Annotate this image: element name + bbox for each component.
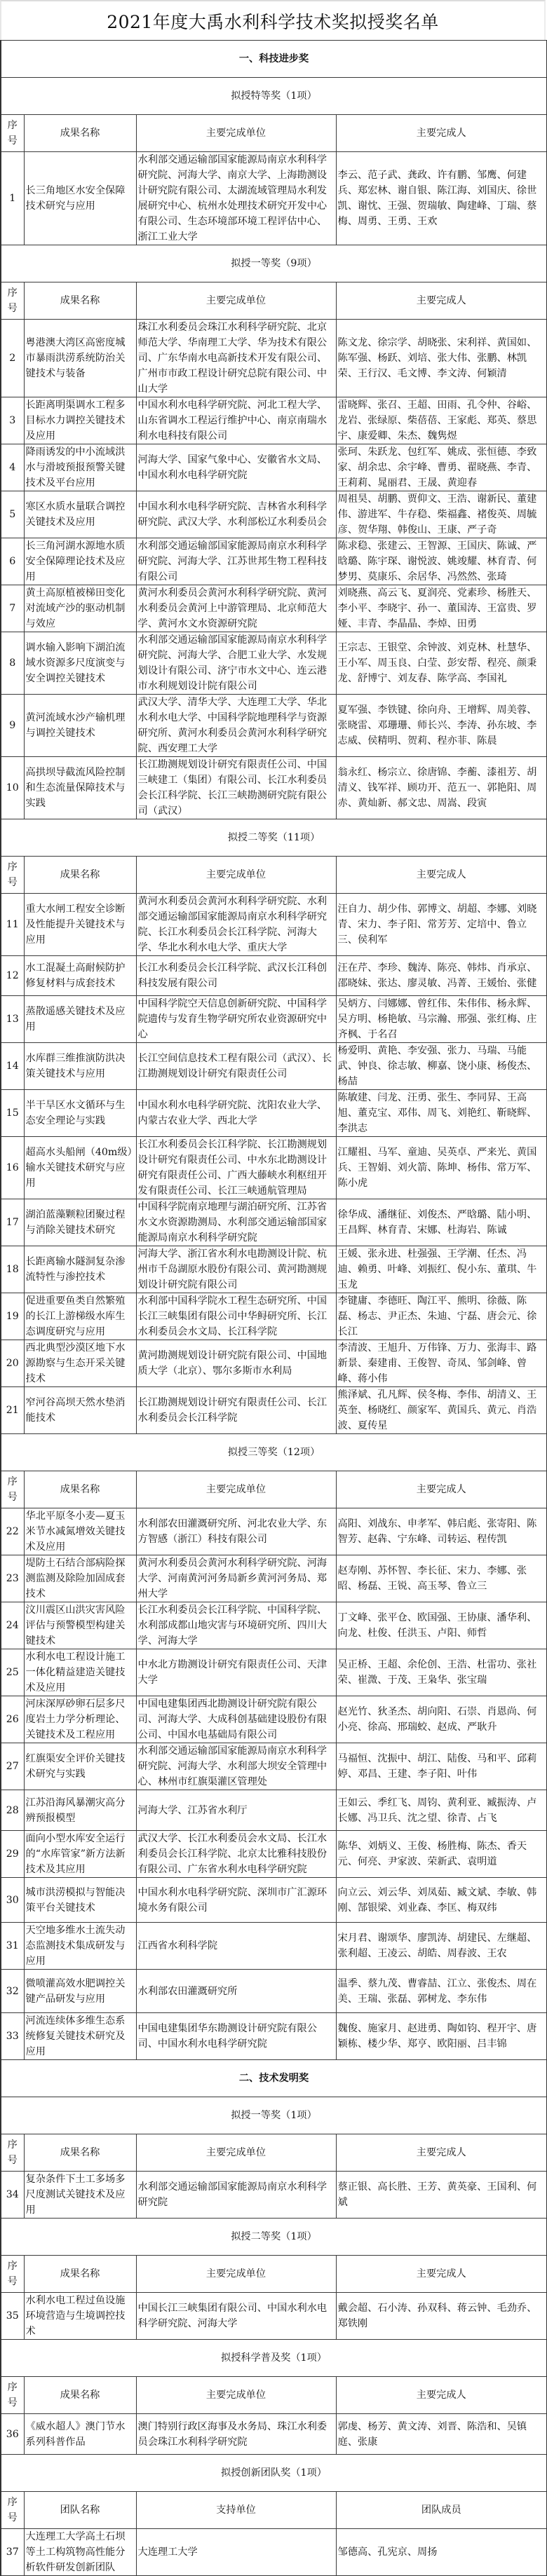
completing-units: 中国科学院空天信息创新研究院、中国科学院遗传与发育生物学研究所农业资源研究中心	[136, 996, 336, 1043]
row-number: 33	[1, 2013, 24, 2060]
row-number: 27	[1, 1743, 24, 1790]
award-row	[1, 996, 547, 1043]
completing-units: 长江水利委员会长江科学院、长江勘测规划设计研究有限责任公司、中水东北勘测设计研究有限责任公司、广西大藤峡水利枢纽开发有限责任公司、长江三峡通航管理局	[136, 1137, 336, 1199]
completing-units: 大连理工大学	[136, 2529, 336, 2576]
row-number: 1	[1, 152, 24, 245]
award-level-heading: 拟授一等奖（1项）	[1, 2097, 547, 2134]
column-header-people: 主要完成人	[336, 2377, 547, 2414]
completing-people: 翁永红、杨宗立、徐唐锦、李蘅、漆祖芳、胡清义、钱军祥、顾功开、范五一、郭艳阳、周赤、黄灿新、郝文忠、周嵩、段寅	[336, 757, 547, 819]
completing-units: 水利部农田灌溉研究所	[136, 1970, 336, 2013]
achievement-name: 水利水电工程过鱼设施环境营造与生境调控技术	[24, 2293, 136, 2340]
achievement-name: 天空地多维水土流失动态监测技术集成研发与应用	[24, 1923, 136, 1970]
award-level-row	[1, 78, 547, 115]
row-number: 9	[1, 695, 24, 757]
row-number: 10	[1, 757, 24, 819]
award-row	[1, 1790, 547, 1831]
row-number: 26	[1, 1696, 24, 1743]
achievement-name: 华北平原冬小麦—夏玉米节水减氮增效关键技术及应用	[24, 1508, 136, 1555]
row-number: 34	[1, 2172, 24, 2219]
column-header-name: 成果名称	[24, 2377, 136, 2414]
row-number: 7	[1, 585, 24, 632]
achievement-name: 粤港澳大湾区高密度城市暴雨洪涝系统防治关键技术与装备	[24, 320, 136, 397]
completing-people: 周祖昊、胡鹏、贾仰文、王浩、谢新民、董建伟、游进军、牛存稳、柴福鑫、褚俊英、周毓彦、贺华翔、韩俊山、王康、严子奇	[336, 491, 547, 538]
award-level-row	[1, 2097, 547, 2134]
achievement-name: 降雨诱发的中小流域洪水与滑坡预报预警关键技术及平台应用	[24, 444, 136, 491]
row-number: 8	[1, 632, 24, 695]
award-row	[1, 397, 547, 444]
achievement-name: 湖泊蓝藻颗粒团聚过程与消除关键技术研究	[24, 1199, 136, 1246]
completing-people: 汪自力、胡少伟、郭博文、胡超、李娜、刘晓青、宋力、李子阳、常芳芳、定培中、鲁立三、侯利军	[336, 894, 547, 956]
award-row	[1, 1199, 547, 1246]
completing-units: 河海大学、国家气象中心、安徽省水文局、中国水利水电科学研究院	[136, 444, 336, 491]
achievement-name: 堤防土石结合部病险探测监测及除险加固成套技术	[24, 1555, 136, 1602]
award-level-row	[1, 2219, 547, 2256]
completing-people: 刘晓燕、高云飞、夏润亮、党素珍、杨胜天、李小平、李晓宇、孙一、董国涛、王富贵、罗娅、丰青、李晶晶、李焯、田勇	[336, 585, 547, 632]
award-row	[1, 1602, 547, 1649]
column-header-unit: 主要完成单位	[136, 2377, 336, 2414]
award-level-row	[1, 1434, 547, 1471]
column-header-name: 成果名称	[24, 282, 136, 320]
column-header-no: 序号	[1, 1471, 24, 1508]
completing-units: 中国水利水电科学研究院、沈阳农业大学、内蒙古农业大学、西北大学	[136, 1090, 336, 1137]
row-number: 28	[1, 1790, 24, 1831]
column-header-name: 成果名称	[24, 1471, 136, 1508]
row-number: 5	[1, 491, 24, 538]
row-number: 31	[1, 1923, 24, 1970]
column-header-unit: 主要完成单位	[136, 2256, 336, 2293]
award-row	[1, 1246, 547, 1293]
completing-people: 李清波、王旭升、万伟锋、万力、张海丰、路新景、秦建甫、王俊智、奇凤、邹剑峰、曾峰、蒋小伟	[336, 1340, 547, 1387]
completing-units: 江西省水利科学院	[136, 1923, 336, 1970]
row-number: 20	[1, 1340, 24, 1387]
completing-people: 吴炳方、闫娜娜、曾红伟、朱伟伟、杨永辉、吴方明、杨艳敏、马宗瀚、邢强、张红梅、庄齐枫、于名召	[336, 996, 547, 1043]
row-number: 36	[1, 2414, 24, 2455]
award-row	[1, 1340, 547, 1387]
section-heading: 一、科技进步奖	[1, 41, 547, 78]
award-level-heading: 拟授三等奖（12项）	[1, 1434, 547, 1471]
achievement-name: 汶川震区山洪灾害风险评估与预警模型构建关键技术	[24, 1602, 136, 1649]
completing-people: 陈求稳、张建云、王智源、王国庆、陈诚、严晗璐、陈宇琛、谢悦波、姚竣耀、林育青、何梦男、莫康乐、余居华、冯然然、张琦	[336, 538, 547, 585]
completing-people: 高阳、刘战东、申孝军、韩启彪、张寄阳、陈智芳、赵犇、宁东峰、司转运、程传凯	[336, 1508, 547, 1555]
achievement-name: 促进重要鱼类自然繁殖的长江上游梯级水库生态调度研究与应用	[24, 1293, 136, 1340]
award-row	[1, 444, 547, 491]
row-number: 2	[1, 320, 24, 397]
award-row	[1, 1090, 547, 1137]
column-header-unit: 主要完成单位	[136, 282, 336, 320]
row-number: 6	[1, 538, 24, 585]
completing-people: 杨爱明、黄艳、李安强、张力、马瑞、马能武、钟良、徐志敏、柳嘉、饶小康、杨俊杰、杨喆	[336, 1043, 547, 1090]
completing-units: 中国水利水电科学研究院、河北工程大学、山东省调水工程运行维护中心、南京南瑞水利水电科技有限公司	[136, 397, 336, 444]
row-number: 17	[1, 1199, 24, 1246]
achievement-name: 江苏沿海风暴潮灾高分辨预报模型	[24, 1790, 136, 1831]
achievement-name: 寒区水质水量联合调控关键技术及应用	[24, 491, 136, 538]
section-heading-row	[1, 2060, 547, 2097]
completing-units: 中国电建集团西北勘测设计研究院有限公司、河海大学、大成科创基础建设股份有限公司、中国水电基础局有限公司	[136, 1696, 336, 1743]
achievement-name: 大连理工大学高土石坝等土工构筑物高性能分析软件研发创新团队	[24, 2529, 136, 2576]
award-level-heading: 拟授特等奖（1项）	[1, 78, 547, 115]
completing-units: 水利部交通运输部国家能源局南京水利科学研究院、河海大学、水利部大坝安全管理中心、林州市红旗渠灌区管理处	[136, 1743, 336, 1790]
completing-units: 长江空间信息技术工程有限公司（武汉）、长江勘测规划设计研究有限责任公司	[136, 1043, 336, 1090]
completing-units: 水利部交通运输部国家能源局南京水利科学研究院、河海大学、江苏世邦生物工程科技有限公司	[136, 538, 336, 585]
award-row	[1, 538, 547, 585]
column-header-name: 成果名称	[24, 2134, 136, 2172]
column-header-name: 成果名称	[24, 857, 136, 894]
completing-units: 珠江水利委员会珠江水利科学研究院、北京师范大学、华南理工大学、华为技术有限公司、广东华南水电高新技术开发有限公司、广州市市政工程设计研究总院有限公司、中山大学	[136, 320, 336, 397]
completing-units: 河海大学、浙江省水利水电勘测设计院、杭州市千岛湖原水股份有限公司、黄河勘测规划设计研究院有限公司	[136, 1246, 336, 1293]
award-row	[1, 491, 547, 538]
column-header-people: 主要完成人	[336, 2256, 547, 2293]
completing-people: 李云、范子武、龚政、许有鹏、邹鹰、何建兵、郑宏林、谢自银、陈江海、刘国庆、徐世凯、谢忱、王强、贺瑞敏、陶建峰、丁瑞、蔡梅、周勇、王勇、王欢	[336, 152, 547, 245]
column-header-no: 序号	[1, 282, 24, 320]
completing-people: 陈华、刘炳义、王俊、杨胜梅、陈杰、香天元、何亮、尹家波、荣新武、袁明道	[336, 1831, 547, 1878]
row-number: 25	[1, 1649, 24, 1696]
achievement-name: 水工混凝土高耐候防护修复材料与成套技术	[24, 956, 136, 996]
row-number: 3	[1, 397, 24, 444]
completing-units: 黄河水利委员会黄河水利科学研究院、黄河水利委员会黄河上中游管理局、北京师范大学、黄河水文水资源研究院	[136, 585, 336, 632]
award-level-heading: 拟授二等奖（1项）	[1, 2219, 547, 2256]
completing-units: 水利部中国科学院水工程生态研究所、中国长江三峡集团有限公司中华鲟研究所、长江水利委员会水文局、长江科学院	[136, 1293, 336, 1340]
completing-people: 温季、蔡九茂、曹睿喆、江立、张俊杰、周在美、王瑞、张磊、郭树龙、李东伟	[336, 1970, 547, 2013]
achievement-name: 调水输入影响下湖泊流域水资源多尺度演变与安全调控关键技术	[24, 632, 136, 695]
achievement-name: 城市洪涝模拟与智能决策平台关键技术	[24, 1878, 136, 1923]
achievement-name: 水库群三维推演防洪决策关键技术与应用	[24, 1043, 136, 1090]
achievement-name: 蒸散遥感关键技术及应用	[24, 996, 136, 1043]
column-header-name: 成果名称	[24, 2256, 136, 2293]
achievement-name: 高拱坝导截流风险控制和生态流量保障技术与实践	[24, 757, 136, 819]
completing-people: 赵寿刚、苏怀智、李长征、宋力、李娜、张昭、杨磊、王锐、高玉琴、鲁立三	[336, 1555, 547, 1602]
award-row	[1, 1293, 547, 1340]
completing-units: 中国水利水电科学研究院、深圳市广汇源环境水务有限公司	[136, 1878, 336, 1923]
row-number: 19	[1, 1293, 24, 1340]
completing-units: 水利部交通运输部国家能源局南京水利科学研究院、河海大学、南京大学、上海勘测设计研究院有限公司、太湖流域管理局水利发展研究中心、杭州水处理技术研究开发中心有限公司、生态环境部环境工程评估中心、浙江工业大学	[136, 152, 336, 245]
column-header-unit: 主要完成单位	[136, 857, 336, 894]
row-number: 21	[1, 1387, 24, 1434]
achievement-name: 长距离输水隧洞复杂渗流特性与渗控技术	[24, 1246, 136, 1293]
column-header-row	[1, 2377, 547, 2414]
completing-people: 徐华成、潘继征、刘俊杰、严晗璐、陆小明、王昌辉、林育青、宋娜、杜海岩、陈诚	[336, 1199, 547, 1246]
achievement-name: 《威水超人》澳门节水系列科普作品	[24, 2414, 136, 2455]
award-row	[1, 320, 547, 397]
award-row	[1, 1878, 547, 1923]
award-row	[1, 757, 547, 819]
completing-units: 长江水利委员会长江科学院、武汉长江科创科技发展有限公司	[136, 956, 336, 996]
completing-units: 黄河勘测规划设计研究院有限公司、中国地质大学（北京）、鄂尔多斯市水利局	[136, 1340, 336, 1387]
achievement-name: 黄土高原植被梯田变化对流域产沙的驱动机制与效应	[24, 585, 136, 632]
achievement-name: 黄河流域水沙产输机理与调控关键技术	[24, 695, 136, 757]
achievement-name: 长三角河湖水源地水质安全保障理论技术及应用	[24, 538, 136, 585]
column-header-unit: 主要完成单位	[136, 1471, 336, 1508]
column-header-row	[1, 115, 547, 152]
award-row	[1, 956, 547, 996]
completing-units: 黄河水利委员会黄河水利科学研究院、河海大学、河南黄河河务局新乡黄河河务局、郑州大学	[136, 1555, 336, 1602]
column-header-no: 序号	[1, 115, 24, 152]
column-header-row	[1, 857, 547, 894]
row-number: 22	[1, 1508, 24, 1555]
row-number: 16	[1, 1137, 24, 1199]
award-level-row	[1, 245, 547, 282]
award-row	[1, 585, 547, 632]
row-number: 32	[1, 1970, 24, 2013]
award-row	[1, 152, 547, 245]
document-title: 2021年度大禹水利科学技术奖拟授奖名单	[107, 11, 439, 32]
achievement-name: 长距离明渠调水工程多目标水力调控关键技术及应用	[24, 397, 136, 444]
achievement-name: 面向小型水库安全运行的“水库管家”新方法新技术及其应用	[24, 1831, 136, 1878]
completing-people: 吴正桥、王超、余伦创、王浩、杜雷功、张社荣、崔溦、于茂、王枭华、张宝瑞	[336, 1649, 547, 1696]
section-heading: 二、技术发明奖	[1, 2060, 547, 2097]
completing-people: 王如云、季红飞、周钧、黄利亚、臧振涛、卢长娜、冯卫兵、沈之望、徐青、占飞	[336, 1790, 547, 1831]
row-number: 37	[1, 2529, 24, 2576]
column-header-unit: 支持单位	[136, 2492, 336, 2529]
column-header-people: 主要完成人	[336, 1471, 547, 1508]
achievement-name: 窄河谷高坝天然水垫消能技术	[24, 1387, 136, 1434]
award-row	[1, 1696, 547, 1743]
completing-people: 丁文峰、张平仓、欧国强、王协康、潘华利、向龙、杜俊、任洪玉、卢阳、师哲	[336, 1602, 547, 1649]
column-header-name: 成果名称	[24, 115, 136, 152]
award-row	[1, 695, 547, 757]
award-level-heading: 拟授科学普及奖（1项）	[1, 2340, 547, 2377]
completing-units: 长江勘测规划设计研究有限责任公司、长江水利委员会长江科学院	[136, 1387, 336, 1434]
completing-units: 黄河水利委员会黄河水利科学研究院、水利部交通运输部国家能源局南京水利科学研究院、长江水利委员会长江科学院、河海大学、华北水利水电大学、重庆大学	[136, 894, 336, 956]
completing-people: 蔡正银、高长胜、王芳、黄英豪、王国利、何斌	[336, 2172, 547, 2219]
award-level-heading: 拟授二等奖（11项）	[1, 819, 547, 857]
achievement-name: 西北典型沙漠区地下水源勘察与生态开采关键技术	[24, 1340, 136, 1387]
completing-units: 水利部农田灌溉研究所、河北农业大学、东方智感（浙江）科技有限公司	[136, 1508, 336, 1555]
column-header-no: 序号	[1, 2377, 24, 2414]
achievement-name: 微喷灌高效水肥调控关键产品研发与应用	[24, 1970, 136, 2013]
row-number: 29	[1, 1831, 24, 1878]
completing-units: 中水北方勘测设计研究有限责任公司、天津大学	[136, 1649, 336, 1696]
column-header-no: 序号	[1, 2134, 24, 2172]
completing-people: 郭虔、杨芳、黄文涛、刘晋、陈浩和、吴镇庭、张康	[336, 2414, 547, 2455]
column-header-people: 主要完成人	[336, 282, 547, 320]
completing-people: 王宗志、王银堂、余钟波、刘克林、杜慧华、王小军、周玉良、白莹、彭安帮、程亮、颜秉龙、舒博宁、刘友春、陈学高、李国礼	[336, 632, 547, 695]
award-level-row	[1, 819, 547, 857]
completing-units: 河海大学、江苏省水利厅	[136, 1790, 336, 1831]
column-header-row	[1, 2134, 547, 2172]
award-row	[1, 2013, 547, 2060]
achievement-name: 红旗渠安全评价关键技术研究与实践	[24, 1743, 136, 1790]
achievement-name: 河床深厚砂卵石层多尺度岩土力学分析理论、关键技术及工程应用	[24, 1696, 136, 1743]
column-header-unit: 主要完成单位	[136, 115, 336, 152]
completing-units: 武汉大学、清华大学、大连理工大学、华北水利水电大学、中国科学院地理科学与资源研究所、黄河水利委员会黄河水利科学研究院、西安理工大学	[136, 695, 336, 757]
completing-units: 中国水利水电科学研究院、吉林省水利科学研究院、武汉大学、水利部松辽水利委员会	[136, 491, 336, 538]
column-header-people: 主要完成人	[336, 115, 547, 152]
award-row	[1, 2172, 547, 2219]
column-header-no: 序号	[1, 857, 24, 894]
award-row	[1, 1831, 547, 1878]
awards-table	[0, 40, 547, 2576]
column-header-people: 主要完成人	[336, 857, 547, 894]
award-row	[1, 1137, 547, 1199]
column-header-no: 序号	[1, 2256, 24, 2293]
completing-people: 宋月君、谢颂华、廖凯涛、胡建民、左继超、张利超、王凌云、胡皓、周春波、王农	[336, 1923, 547, 1970]
award-row	[1, 1043, 547, 1090]
column-header-row	[1, 1471, 547, 1508]
award-row	[1, 1923, 547, 1970]
achievement-name: 河流连续体多维生态系统修复关键技术研究及应用	[24, 2013, 136, 2060]
completing-people: 魏俊、施家月、赵进勇、陶如钧、程开宇、唐颖栋、楼少华、郑亨、欧阳丽、吕丰锦	[336, 2013, 547, 2060]
row-number: 14	[1, 1043, 24, 1090]
column-header-people: 主要完成人	[336, 2134, 547, 2172]
award-row	[1, 2414, 547, 2455]
row-number: 30	[1, 1878, 24, 1923]
completing-people: 汪在芹、李珍、魏涛、陈亮、韩炜、肖承京、邵晓妹、张达、廖灵敏、冯菁、王媛怡、张健	[336, 956, 547, 996]
award-row	[1, 894, 547, 956]
column-header-no: 序号	[1, 2492, 24, 2529]
award-row	[1, 1970, 547, 2013]
column-header-row	[1, 2256, 547, 2293]
row-number: 35	[1, 2293, 24, 2340]
award-row	[1, 2293, 547, 2340]
completing-people: 江耀祖、马军、童迪、吴英卓、严来光、黄国兵、王智娟、刘火箭、陈坤、杨伟、常万军、陈小虎	[336, 1137, 547, 1199]
completing-units: 水利部交通运输部国家能源局南京水利科学研究院、河海大学、合肥工业大学、水发规划设计有限公司、济宁市水文中心、连云港市水利规划设计院有限公司	[136, 632, 336, 695]
award-row	[1, 1555, 547, 1602]
completing-people: 赵光竹、狄圣杰、胡向阳、石崇、肖恩尚、何小亮、徐高、邢瑞蛟、赵成、严耿升	[336, 1696, 547, 1743]
completing-people: 马福恒、沈振中、胡江、陆俊、马和平、邱莉婷、邓昌、王建、李子阳、叶伟	[336, 1743, 547, 1790]
completing-units: 中国长江三峡集团有限公司、中国水利水电科学研究院、河海大学	[136, 2293, 336, 2340]
completing-people: 陈文龙、徐宗学、胡晓张、宋利祥、黄国如、陈军强、杨跃、刘培、张大伟、张鹏、林凯荣、王行汉、毛文博、李文涛、何颖清	[336, 320, 547, 397]
award-level-heading: 拟授创新团队奖（1项）	[1, 2455, 547, 2492]
completing-units: 武汉大学、长江水利委员会水文局、长江水利委员会长江科学院、北京太比雅科技股份有限公司、广东省水利水电科学研究院	[136, 1831, 336, 1878]
row-number: 18	[1, 1246, 24, 1293]
row-number: 11	[1, 894, 24, 956]
award-level-row	[1, 2340, 547, 2377]
awards-table-body	[1, 41, 547, 2576]
completing-units: 中国电建集团华东勘测设计研究院有限公司、中国水利水电科学研究院	[136, 2013, 336, 2060]
completing-units: 水利部交通运输部国家能源局南京水利科学研究院	[136, 2172, 336, 2219]
completing-people: 王媛、张永进、杜强强、王学潮、任杰、冯迪、赖勇、叶峰、刘振红、倪小东、董琪、牛玉龙	[336, 1246, 547, 1293]
award-row	[1, 1508, 547, 1555]
award-level-row	[1, 2455, 547, 2492]
award-row	[1, 1387, 547, 1434]
row-number: 13	[1, 996, 24, 1043]
completing-people: 向立云、刘云华、刘凤茹、臧文斌、李敏、韩刚、郜银梁、刘业森、李匡、梅双纬	[336, 1878, 547, 1923]
award-level-heading: 拟授一等奖（9项）	[1, 245, 547, 282]
completing-people: 陈敏建、闫龙、汪勇、张生、李同昇、王高旭、董克宝、邓伟、周飞、刘艳红、靳晓辉、李洪志	[336, 1090, 547, 1137]
achievement-name: 水利水电工程设计施工一体化精益建造关键技术及应用	[24, 1649, 136, 1696]
completing-people: 邹德高、孔宪京、周扬	[336, 2529, 547, 2576]
row-number: 12	[1, 956, 24, 996]
award-row	[1, 1649, 547, 1696]
completing-people: 张珂、朱跃龙、包红军、姚成、张恒德、李致家、胡余忠、余宇峰、曹勇、翟晓燕、李青、王莉莉、晁丽君、王晟、黄迎春	[336, 444, 547, 491]
achievement-name: 复杂条件下土工多场多尺度测试关键技术及应用	[24, 2172, 136, 2219]
completing-units: 长江勘测规划设计研究有限责任公司、中国三峡建工（集团）有限公司、长江水利委员会长江科学院、长江三峡勘测研究院有限公司（武汉）	[136, 757, 336, 819]
column-header-name: 团队名称	[24, 2492, 136, 2529]
completing-units: 中国科学院南京地理与湖泊研究所、江苏省水文水资源勘测局、水利部交通运输部国家能源局南京水利科学研究院	[136, 1199, 336, 1246]
completing-people: 熊泽斌、孔凡辉、侯冬梅、李伟、胡清义、王英奎、杨晓红、颜家军、黄国兵、黄元、肖浩波、夏传星	[336, 1387, 547, 1434]
achievement-name: 半干旱区水文循环与生态安全理论与实践	[24, 1090, 136, 1137]
award-row	[1, 1743, 547, 1790]
section-heading-row	[1, 41, 547, 78]
completing-people: 李键庸、李德旺、陶江平、熊明、徐薇、陈磊、杨志、尹正杰、朱迪、宁磊、唐会元、徐长江	[336, 1293, 547, 1340]
award-row	[1, 632, 547, 695]
document-title-area	[0, 0, 546, 40]
completing-people: 雷晓辉、张召、王超、田雨、孔令仲、谷峪、龙岩、张绿原、柴蓓蓓、王家彪、郑英、蔡思宇、康爱卿、朱杰、魏隽煜	[336, 397, 547, 444]
completing-people: 夏军强、李铁键、徐向舟、王增辉、周美蓉、张晓雷、邓珊珊、师长兴、李涛、孙东坡、李志威、侯精明、贺莉、程亦菲、陈晨	[336, 695, 547, 757]
row-number: 4	[1, 444, 24, 491]
completing-units: 澳门特别行政区海事及水务局、珠江水利委员会珠江水利科学研究院	[136, 2414, 336, 2455]
column-header-unit: 主要完成单位	[136, 2134, 336, 2172]
award-row	[1, 2529, 547, 2576]
row-number: 15	[1, 1090, 24, 1137]
column-header-row	[1, 282, 547, 320]
column-header-people: 团队成员	[336, 2492, 547, 2529]
completing-people: 戴会超、石小涛、孙双科、蒋云钟、毛劲乔、郑铁刚	[336, 2293, 547, 2340]
completing-units: 长江水利委员会长江科学院、中国科学院、水利部成都山地灾害与环境研究所、四川大学、河海大学	[136, 1602, 336, 1649]
column-header-row	[1, 2492, 547, 2529]
row-number: 23	[1, 1555, 24, 1602]
achievement-name: 超高水头船闸（40m级）输水关键技术研究与应用	[24, 1137, 136, 1199]
row-number: 24	[1, 1602, 24, 1649]
achievement-name: 长三角地区水安全保障技术研究与应用	[24, 152, 136, 245]
achievement-name: 重大水闸工程安全诊断及性能提升关键技术与应用	[24, 894, 136, 956]
